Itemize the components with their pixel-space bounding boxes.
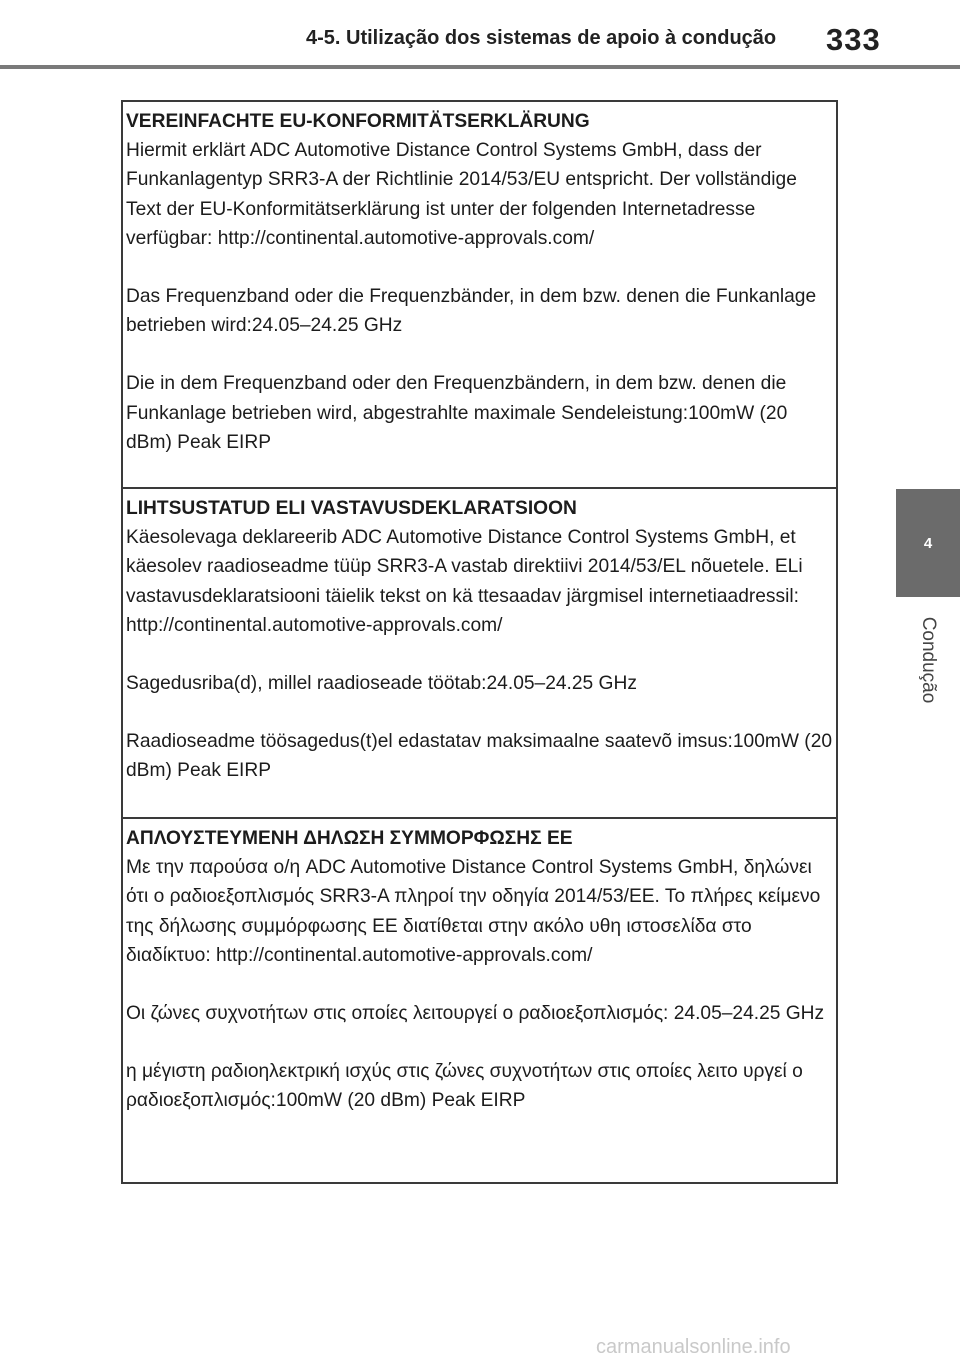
declaration-paragraph: η μέγιστη ραδιοηλεκτρική ισχύς στις ζώνες συχνοτήτων στις οποίες λειτο υργεί ο ραδιοεξοπλισμός:100mW (20 dBm) Peak EIRP (126, 1061, 803, 1112)
section-header-title: 4-5. Utilização dos sistemas de apoio à condução (306, 27, 777, 49)
declaration-title: VEREINFACHTE EU-KONFORMITÄTSERKLÄRUNG (126, 111, 590, 132)
declaration-german (123, 102, 836, 487)
header-divider (0, 65, 960, 69)
declaration-paragraph: Sagedusriba(d), millel raadioseade töötab:24.05–24.25 GHz (126, 673, 637, 695)
declaration-paragraph: Käesolevaga deklareerib ADC Automotive Distance Control Systems GmbH, et käesolev raadioseadme tüüp SRR3-A vastab direktiivi 2014/53/EL nõuetele. ELi vastavusdeklaratsiooni täielik tekst on kä ttesaadav järgmisel internetiaadressil: http://continental.automotive-approvals.com/ (126, 527, 803, 636)
declaration-paragraph: Hiermit erklärt ADC Automotive Distance Control Systems GmbH, dass der Funkanlagentyp SRR3-A der Richtlinie 2014/53/EU entspricht. Der vollständige Text der EU-Konformitätserklärung ist unter der folgenden Internetadresse verfügbar: http://continental.automotive-approvals.com/ (126, 140, 797, 249)
watermark: carmanualsonline.info (596, 1336, 791, 1358)
declaration-paragraph: Das Frequenzband oder die Frequenzbänder, in dem bzw. denen die Funkanlage betrieben wird:24.05–24.25 GHz (126, 286, 817, 337)
declaration-title: LIHTSUSTATUD ELI VASTAVUSDEKLARATSIOON (126, 498, 577, 519)
declaration-estonian (123, 487, 836, 817)
chapter-number: 4 (923, 534, 933, 552)
page-number: 333 (826, 22, 881, 57)
chapter-tab (896, 489, 960, 597)
declaration-greek (123, 817, 836, 1182)
declaration-paragraph: Οι ζώνες συχνοτήτων στις οποίες λειτουργεί ο ραδιοεξοπλισμός: 24.05–24.25 GHz (126, 1003, 825, 1025)
declaration-paragraph: Die in dem Frequenzband oder den Frequenzbändern, in dem bzw. denen die Funkanlage betrieben wird, abgestrahlte maximale Sendeleistung:100mW (20 dBm) Peak EIRP (126, 373, 788, 453)
declaration-title: ΑΠΛΟΥΣΤΕΥΜΕΝΗ ΔΗΛΩΣΗ ΣΥΜΜΟΡΦΩΣΗΣ ΕΕ (126, 828, 573, 849)
declaration-paragraph: Με την παρούσα ο/η ADC Automotive Distance Control Systems GmbH, δηλώνει ότι ο ραδιοεξοπλισμός SRR3-A πληροί την οδηγία 2014/53/ΕΕ. Το πλήρες κείμενο της δήλωσης συμμόρφωσης ΕΕ διατίθεται στην ακόλο υθη ιστοσελίδα στο διαδίκτυο: http://continental.automotive-approvals.com/ (126, 857, 821, 966)
chapter-label: Condução (918, 616, 939, 704)
declaration-table (121, 100, 838, 1184)
declaration-paragraph: Raadioseadme töösagedus(t)el edastatav maksimaalne saatevõ imsus:100mW (20 dBm) Peak EIRP (126, 731, 833, 782)
